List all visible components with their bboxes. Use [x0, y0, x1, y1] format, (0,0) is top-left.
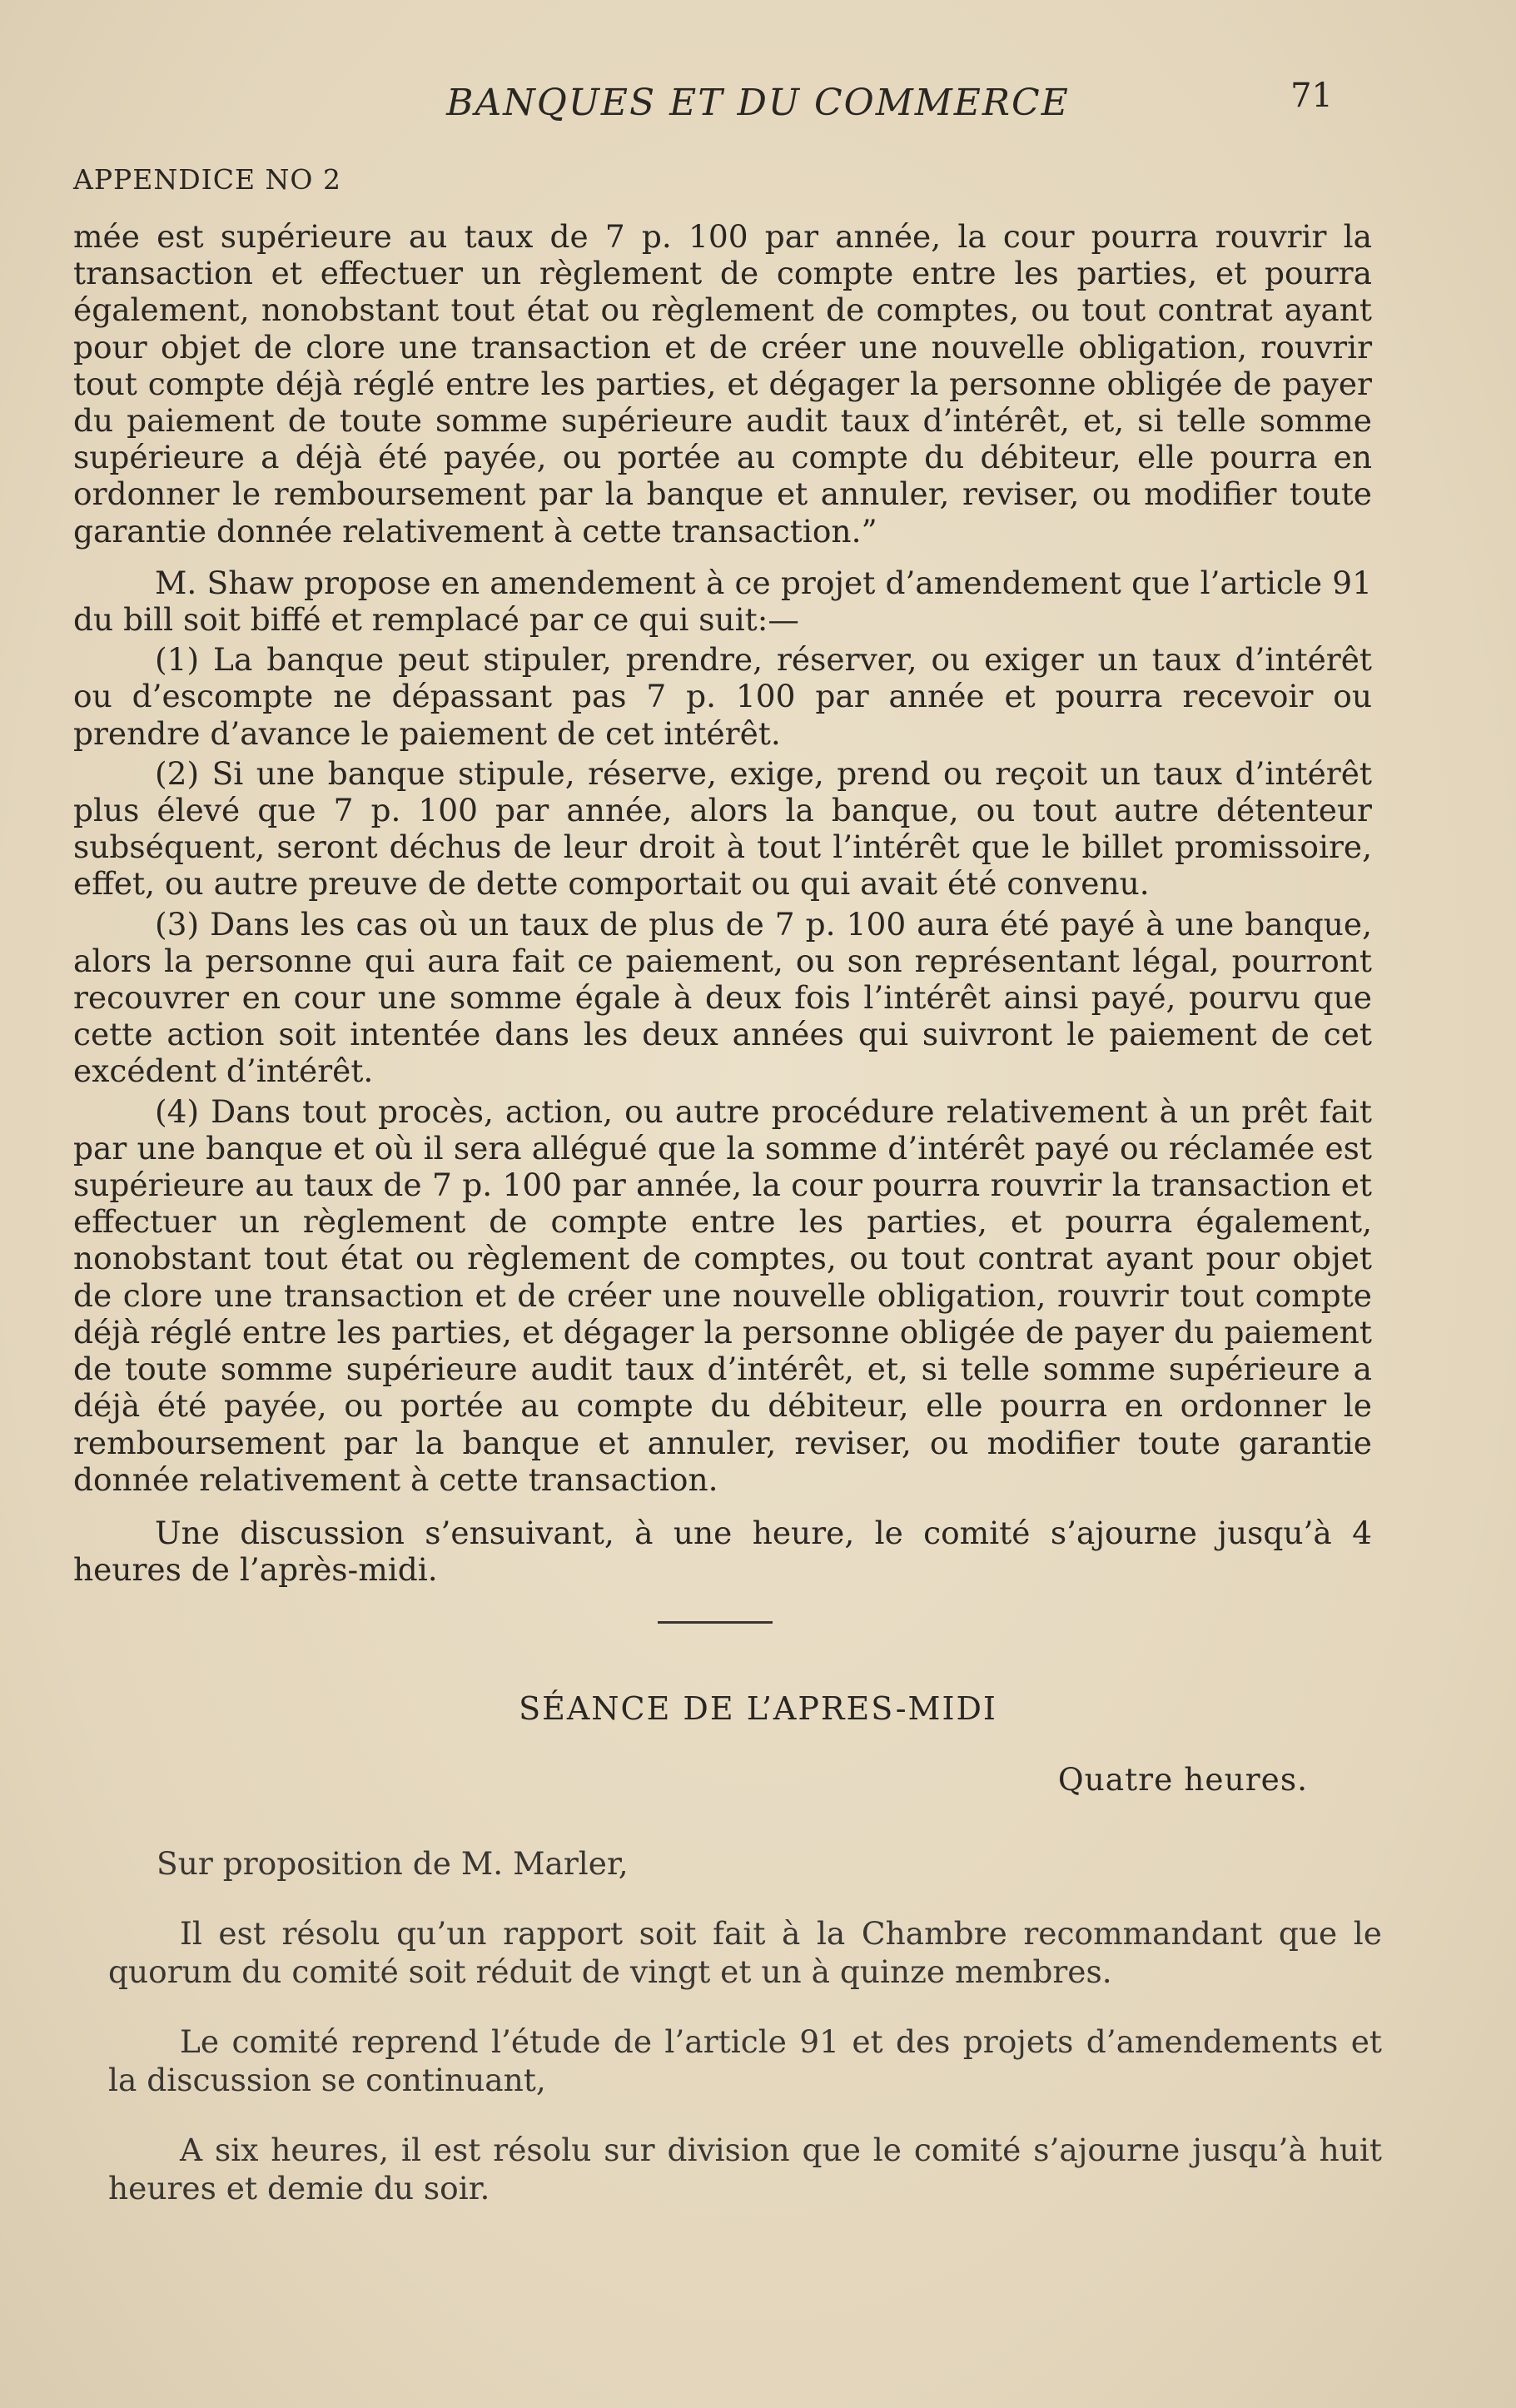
- paragraph-continuation: mée est supérieure au taux de 7 p. 100 par année, la cour pourra rouvrir la transaction et effectuer un règlement de compte entre les parties, et pourra également, nonobstant tout état ou règlement de comptes, ou tout contrat ayant pour objet de clore une transaction et de créer une nouvelle obligation, rouvrir tout compte déjà réglé entre les parties, et dégager la personne obligée de payer du paiement de toute somme supérieure audit taux d’intérêt, et, si telle somme supérieure a déjà été payée, ou portée au compte du débiteur, elle pourra en ordonner le remboursement par la banque et annuler, reviser, ou modifier toute garantie donnée relativement à cette transaction.”: [73, 218, 1372, 550]
- paragraph-quorum: Il est résolu qu’un rapport soit fait à la Chambre recommandant que le quorum du comité soit réduit de vingt et un à quinze membres.: [108, 1915, 1382, 1990]
- paragraph-clause-2: (2) Si une banque stipule, réserve, exige, prend ou reçoit un taux d’intérêt plus élevé que 7 p. 100 par année, alors la banque, ou tout autre détenteur subséquent, seront déchus de leur droit à tout l’intérêt que le billet promissoire, effet, ou autre preuve de dette comportait ou qui avait été convenu.: [73, 754, 1372, 903]
- section-divider: [658, 1621, 773, 1624]
- paragraph-motion: Sur proposition de M. Marler,: [157, 1845, 629, 1882]
- paragraph-six-oclock: A six heures, il est résolu sur division que le comité s’ajourne jusqu’à huit heures et demie du soir.: [108, 2132, 1382, 2207]
- appendix-label: APPENDICE NO 2: [73, 163, 341, 196]
- afternoon-text: [108, 1844, 1382, 2207]
- paragraph-adjournment: Une discussion s’ensuivant, à une heure, le comité s’ajourne jusqu’à 4 heures de l’après-midi.: [73, 1514, 1372, 1589]
- paragraph-clause-1: (1) La banque peut stipuler, prendre, réserver, ou exiger un taux d’intérêt ou d’escompte ne dépassant pas 7 p. 100 par année et pourra recevoir ou prendre d’avance le paiement de cet intérêt.: [73, 641, 1372, 752]
- running-header-title: BANQUES ET DU COMMERCE: [446, 82, 1070, 124]
- paragraph-shaw-amendment: M. Shaw propose en amendement à ce projet d’amendement que l’article 91 du bill soit biffé et remplacé par ce qui suit:—: [73, 564, 1372, 639]
- section-title: SÉANCE DE L’APRES-MIDI: [519, 1690, 997, 1727]
- paragraph-clause-3: (3) Dans les cas où un taux de plus de 7 p. 100 aura été payé à une banque, alors la personne qui aura fait ce paiement, ou son représentant légal, pourront recouvrer en cour une somme égale à deux fois l’intérêt ainsi payé, pourvu que cette action soit intentée dans les deux années qui suivront le paiement de cet excédent d’intérêt.: [73, 905, 1372, 1090]
- page-number: 71: [1290, 77, 1333, 115]
- section-time: Quatre heures.: [1057, 1761, 1308, 1798]
- main-text: [73, 218, 1372, 1588]
- paragraph-resume: Le comité reprend l’étude de l’article 91 et des projets d’amendements et la discussion se continuant,: [108, 2023, 1382, 2098]
- paragraph-clause-4: (4) Dans tout procès, action, ou autre procédure relativement à un prêt fait par une banque et où il sera allégué que la somme d’intérêt payé ou réclamée est supérieure au taux de 7 p. 100 par année, la cour pourra rouvrir la transaction et effectuer un règlement de compte entre les parties, et pourra également, nonobstant tout état ou règlement de comptes, ou tout contrat ayant pour objet de clore une transaction et de créer une nouvelle obligation, rouvrir tout compte déjà réglé entre les parties, et dégager la personne obligée de payer du paiement de toute somme supérieure audit taux d’intérêt, et, si telle somme supérieure a déjà été payée, ou portée au compte du débiteur, elle pourra en ordonner le remboursement par la banque et annuler, reviser, ou modifier toute garantie donnée relativement à cette transaction.: [73, 1092, 1372, 1498]
